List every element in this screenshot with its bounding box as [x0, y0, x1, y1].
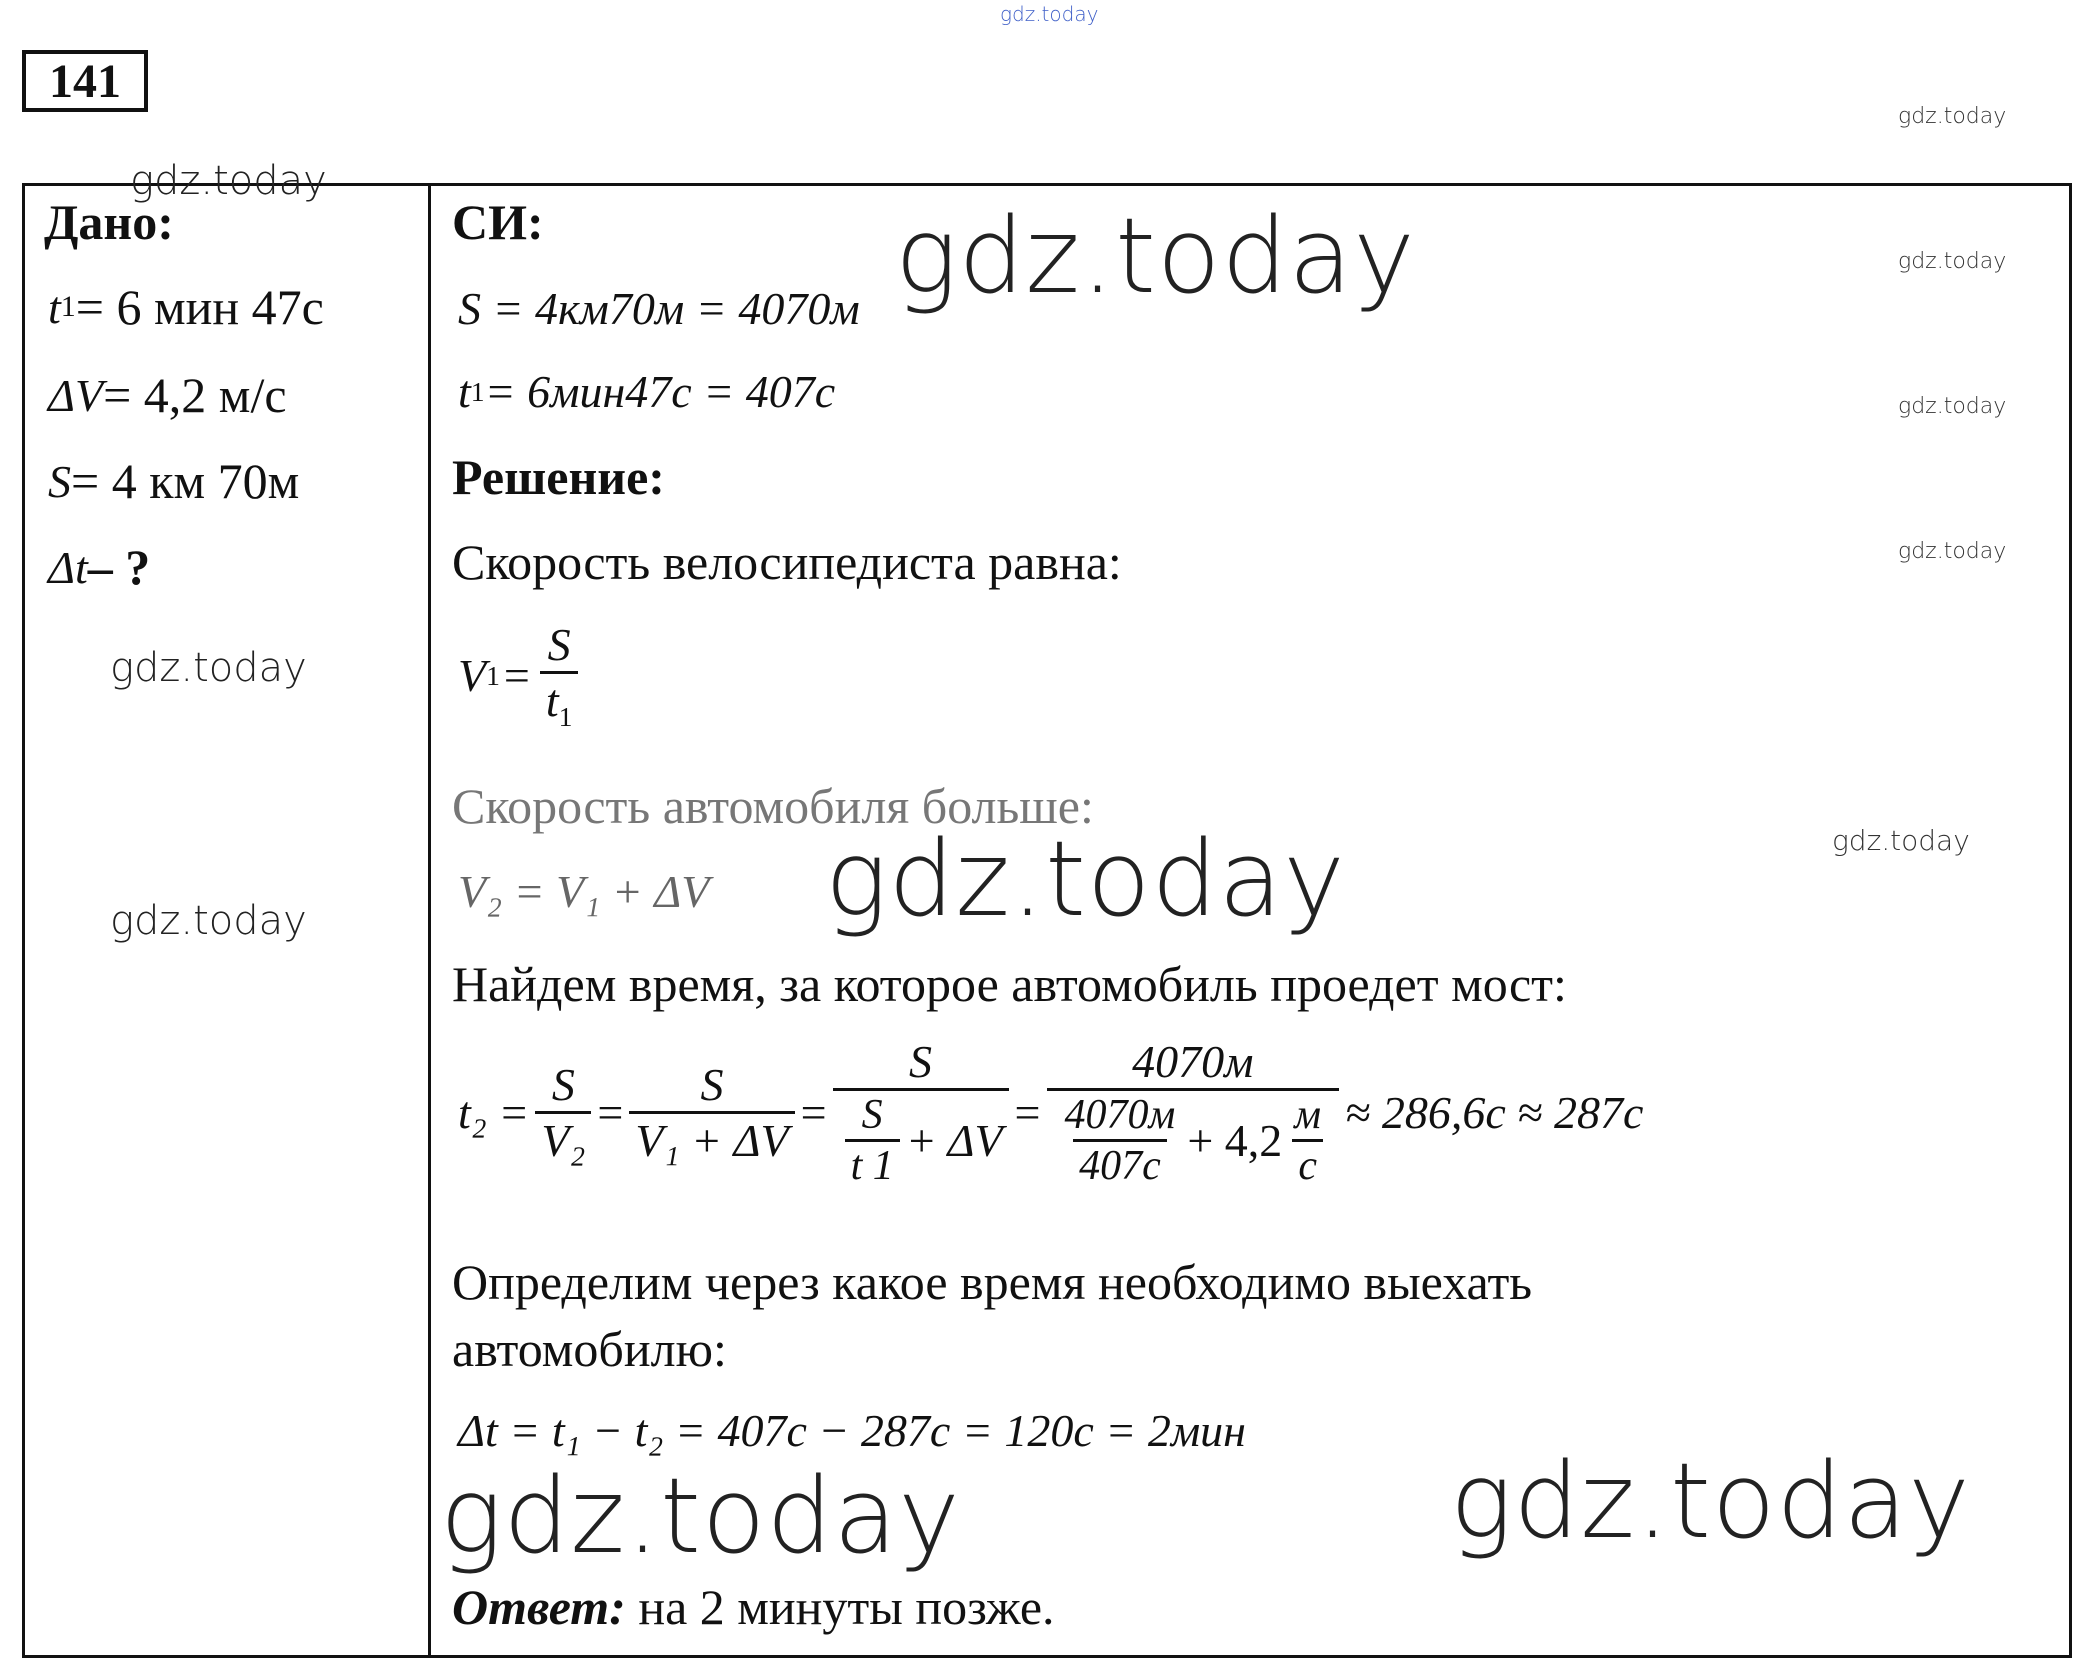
- formula-t2-frac-3-inner-num: S: [861, 1092, 883, 1138]
- watermark-1: gdz.today: [130, 158, 327, 204]
- formula-t2-frac-4-num: 4070м: [1132, 1036, 1254, 1087]
- watermark-9: gdz.today: [895, 195, 1416, 317]
- formula-t2-eq-2: =: [800, 1087, 827, 1138]
- formula-t2-frac-3-inner-den: t 1: [845, 1139, 900, 1190]
- watermark-11: gdz.today: [440, 1455, 961, 1577]
- given-title: Дано:: [44, 194, 174, 250]
- given-t1: [48, 278, 324, 336]
- answer: [452, 1578, 1055, 1636]
- given-question-symbol: Δt: [48, 541, 88, 593]
- formula-t2-frac-4-inner: [1059, 1091, 1182, 1190]
- formula-t2-frac-1-den: V₂: [535, 1111, 591, 1167]
- formula-v1-sub: 1: [486, 659, 500, 691]
- formula-t2: [458, 1035, 1643, 1190]
- solution-text-4a: Определим через какое время необходимо выехать: [452, 1254, 1533, 1310]
- formula-t2-frac-1: [535, 1058, 591, 1167]
- watermark-5: gdz.today: [1898, 249, 2007, 274]
- formula-v1-lhs: V: [458, 650, 487, 702]
- formula-t2-frac-3-den: [833, 1088, 1009, 1190]
- given-question: [48, 538, 150, 596]
- answer-text: на 2 минуты позже.: [625, 1579, 1055, 1635]
- problem-number: 141: [22, 50, 148, 112]
- watermark-8: gdz.today: [1832, 824, 1970, 857]
- formula-v1-den-sym: t: [545, 675, 559, 726]
- formula-t2-eq-1: =: [597, 1087, 624, 1138]
- watermark-3: gdz.today: [110, 898, 307, 944]
- solution-text-4b: автомобилю:: [452, 1321, 727, 1377]
- formula-t2-eq-3: =: [1014, 1087, 1041, 1138]
- watermark-top: gdz.today: [1000, 2, 1099, 26]
- formula-dt: Δt = t₁ − t₂ = 407с − 287с = 120с = 2мин: [458, 1405, 1246, 1456]
- given-s: [48, 452, 299, 510]
- formula-t2-lhs: t₂ =: [458, 1087, 530, 1138]
- formula-v1-numerator: S: [547, 619, 571, 670]
- formula-t2-frac-4-den: [1047, 1088, 1340, 1190]
- solution-text-1: Скорость велосипедиста равна:: [452, 534, 1122, 590]
- given-dv-value: = 4,2 м/с: [103, 367, 287, 423]
- si-line-2-value: = 6мин47с = 407с: [484, 366, 836, 417]
- formula-t2-frac-4-unit: [1288, 1091, 1327, 1190]
- answer-label: Ответ:: [452, 1579, 626, 1635]
- formula-t2-frac-4: [1047, 1035, 1340, 1190]
- watermark-7: gdz.today: [1898, 539, 2007, 564]
- watermark-2: gdz.today: [110, 645, 307, 691]
- solution-text-2: Скорость автомобиля больше:: [452, 778, 1094, 834]
- solution-text-3: Найдем время, за которое автомобиль проедет мост:: [452, 956, 1567, 1012]
- given-s-symbol: S: [48, 455, 71, 507]
- watermark-6: gdz.today: [1898, 394, 2007, 419]
- formula-t2-frac-3-num: S: [909, 1036, 933, 1087]
- formula-t2-frac-1-num: S: [551, 1059, 575, 1110]
- given-dv-symbol: ΔV: [48, 369, 104, 421]
- formula-v1-den-sub: 1: [558, 701, 573, 733]
- formula-t2-frac-4-unit-den: с: [1292, 1139, 1323, 1190]
- formula-t2-frac-4-inner-den: 407с: [1073, 1139, 1167, 1190]
- given-t1-value: = 6 мин 47с: [75, 279, 324, 335]
- formula-v1-denominator: [540, 671, 579, 733]
- given-question-value: – ?: [87, 539, 151, 595]
- given-t1-sub: 1: [60, 290, 76, 323]
- watermark-12: gdz.today: [1450, 1440, 1971, 1562]
- formula-v1-fraction: [540, 618, 579, 733]
- formula-t2-frac-3-inner: [845, 1091, 900, 1190]
- si-line-1: S = 4км70м = 4070м: [458, 283, 860, 334]
- solution-title: Решение:: [452, 449, 665, 505]
- given-t1-symbol: t: [48, 281, 61, 333]
- formula-t2-frac-3-tail: + ΔV: [905, 1115, 1003, 1166]
- given-s-value: = 4 км 70м: [71, 453, 300, 509]
- si-line-2: [458, 365, 835, 418]
- si-line-2-symbol: t: [458, 366, 471, 417]
- formula-t2-frac-2-den: V₁ + ΔV: [629, 1111, 794, 1167]
- formula-t2-frac-2: [629, 1058, 794, 1167]
- formula-t2-result: ≈ 286,6с ≈ 287с: [1345, 1087, 1644, 1138]
- formula-t2-frac-4-unit-num: м: [1294, 1092, 1322, 1138]
- column-divider: [428, 183, 431, 1658]
- formula-v1: [458, 618, 584, 733]
- formula-v1-equals: =: [503, 650, 530, 702]
- given-dv: [48, 366, 287, 424]
- si-title: СИ:: [452, 194, 544, 250]
- formula-t2-frac-2-num: S: [700, 1059, 724, 1110]
- formula-t2-frac-4-tail: + 4,2: [1187, 1115, 1283, 1166]
- formula-v2: V₂ = V₁ + ΔV: [458, 866, 710, 917]
- formula-t2-frac-3: [833, 1035, 1009, 1190]
- watermark-10: gdz.today: [825, 818, 1346, 940]
- watermark-4: gdz.today: [1898, 104, 2007, 129]
- si-line-2-sub: 1: [470, 375, 485, 407]
- formula-t2-frac-4-inner-num: 4070м: [1064, 1092, 1176, 1138]
